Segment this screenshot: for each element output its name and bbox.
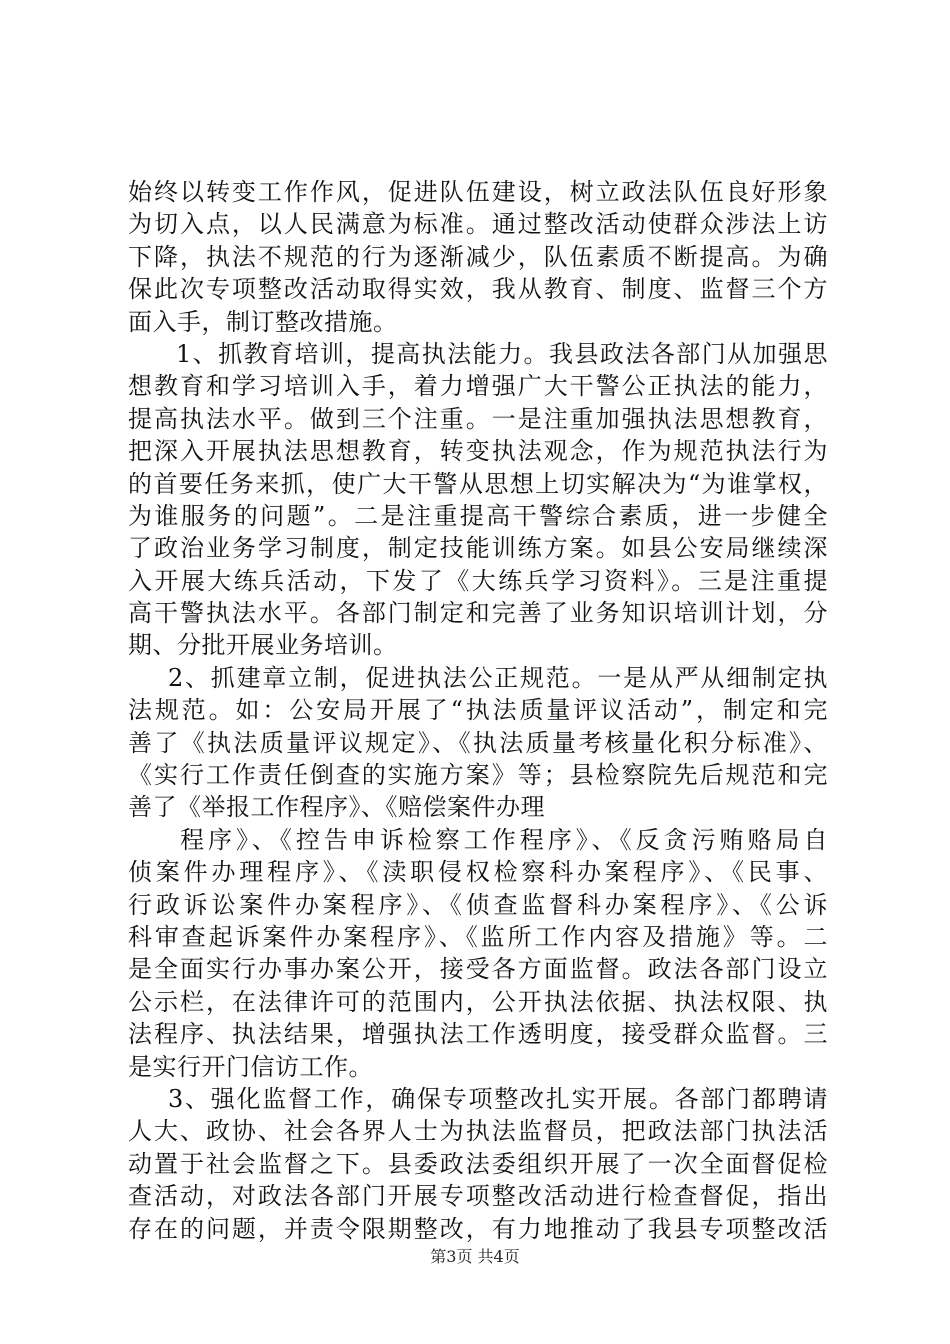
text-line: 公示栏，在法律许可的范围内，公开执法依据、执法权限、执	[128, 987, 828, 1016]
text-line: 科审查起诉案件办案程序》、《监所工作内容及措施》等。二	[128, 922, 828, 951]
text-line: 法程序、执法结果，增强执法工作透明度，接受群众监督。三	[128, 1020, 828, 1049]
text-line: 始终以转变工作作风，促进队伍建设，树立政法队伍良好形象	[128, 178, 828, 206]
text-line: 善了《执法质量评议规定》、《执法质量考核量化积分标准》、	[128, 728, 828, 757]
text-line: 面入手，制订整改措施。	[128, 307, 398, 336]
text-line: 保此次专项整改活动取得实效，我从教育、制度、监督三个方	[128, 275, 828, 304]
text-line: 存在的问题，并责令限期整改，有力地推动了我县专项整改活	[128, 1214, 828, 1243]
text-line: 侦案件办理程序》、《渎职侵权检察科办案程序》、《民事、	[128, 858, 828, 887]
document-body	[128, 176, 828, 1245]
text-line: 1、抓教育培训，提高执法能力。我县政法各部门从加强思	[176, 339, 828, 368]
text-line: 《实行工作责任倒查的实施方案》等；县检察院先后规范和完	[128, 761, 828, 790]
text-line: 动置于社会监督之下。县委政法委组织开展了一次全面督促检	[128, 1149, 828, 1178]
text-line: 程序》、《控告申诉检察工作程序》、《反贪污贿赂局自	[180, 825, 828, 854]
text-line: 为谁服务的问题”。二是注重提高干警综合素质，进一步健全	[128, 501, 828, 530]
text-line: 人大、政协、社会各界人士为执法监督员，把政法部门执法活	[128, 1117, 828, 1146]
text-line: 提高执法水平。做到三个注重。一是注重加强执法思想教育，	[128, 404, 828, 433]
text-line: 入开展大练兵活动，下发了《大练兵学习资料》。三是注重提	[128, 566, 828, 595]
text-line: 是实行开门信访工作。	[128, 1052, 373, 1081]
text-line: 3、强化监督工作，确保专项整改扎实开展。各部门都聘请	[168, 1084, 828, 1113]
text-line: 是全面实行办事办案公开，接受各方面监督。政法各部门设立	[128, 955, 828, 984]
text-line: 下降，执法不规范的行为逐渐减少，队伍素质不断提高。为确	[128, 242, 828, 271]
text-line: 想教育和学习培训入手，着力增强广大干警公正执法的能力，	[128, 372, 828, 401]
text-line: 法规范。如：公安局开展了“执法质量评议活动”，制定和完	[128, 696, 828, 725]
text-line: 了政治业务学习制度，制定技能训练方案。如县公安局继续深	[128, 534, 828, 563]
page-number-label: 第3页 共4页	[430, 1247, 520, 1266]
text-line: 的首要任务来抓，使广大干警从思想上切实解决为“为谁掌权，	[128, 469, 828, 498]
text-line: 查活动，对政法各部门开展专项整改活动进行检查督促，指出	[128, 1182, 828, 1211]
text-line: 善了《举报工作程序》、《赔偿案件办理	[128, 793, 545, 822]
text-line: 把深入开展执法思想教育，转变执法观念，作为规范执法行为	[128, 437, 828, 466]
text-line: 行政诉讼案件办案程序》、《侦查监督科办案程序》、《公诉	[128, 890, 828, 919]
text-line: 高干警执法水平。各部门制定和完善了业务知识培训计划，分	[128, 599, 828, 628]
page-footer	[0, 1244, 950, 1267]
text-line: 为切入点，以人民满意为标准。通过整改活动使群众涉法上访	[128, 210, 828, 239]
text-line: 2、抓建章立制，促进执法公正规范。一是从严从细制定执	[168, 663, 828, 692]
text-line: 期、分批开展业务培训。	[128, 631, 398, 660]
